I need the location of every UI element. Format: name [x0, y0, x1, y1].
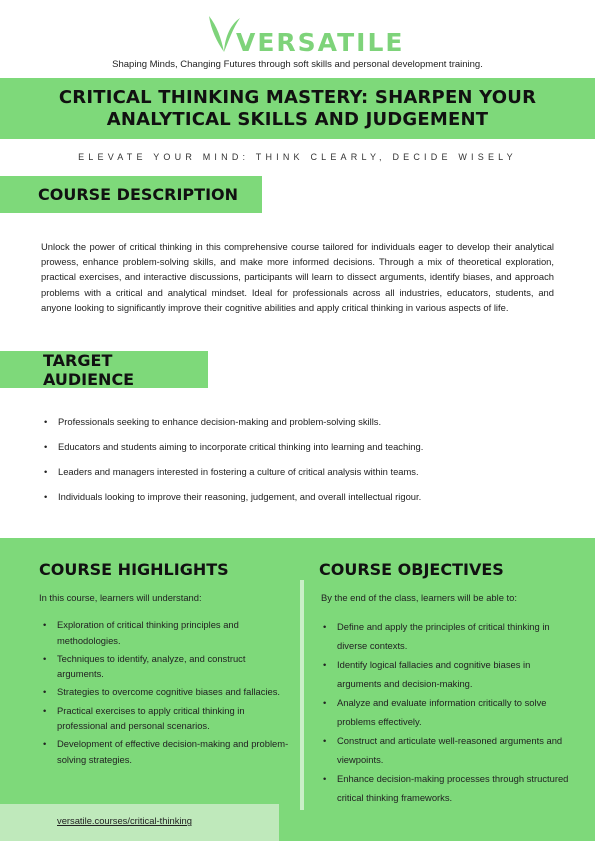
- target-audience-heading: TARGET AUDIENCE: [43, 350, 135, 389]
- page-title: [59, 87, 536, 131]
- list-item: • Strategies to overcome cognitive biases and fallacies.: [39, 684, 289, 700]
- list-item: • Individuals looking to improve their reasoning, judgement, and overall intellectual rigour.: [43, 491, 563, 503]
- brand-logo: [0, 14, 595, 56]
- list-item: • Identify logical fallacies and cognitive biases in arguments and decision-making.: [319, 655, 569, 693]
- course-description-tab: [0, 176, 262, 213]
- course-highlights-list: [39, 617, 289, 770]
- course-objectives-list: [319, 617, 569, 807]
- list-item: • Construct and articulate well-reasoned arguments and viewpoints.: [319, 731, 569, 769]
- target-audience-list: [43, 416, 563, 516]
- list-item: • Techniques to identify, analyze, and construct arguments.: [39, 651, 289, 682]
- list-item: • Define and apply the principles of critical thinking in diverse contexts.: [319, 617, 569, 655]
- page-title-line-1: CRITICAL THINKING MASTERY: SHARPEN YOUR: [58, 86, 537, 108]
- list-item: • Exploration of critical thinking principles and methodologies.: [39, 617, 289, 648]
- list-item: • Practical exercises to apply critical thinking in professional and personal scenarios.: [39, 703, 289, 734]
- course-objectives-intro: By the end of the class, learners will be able to:: [321, 592, 517, 603]
- course-highlights-heading: COURSE HIGHLIGHTS: [39, 560, 229, 579]
- column-divider: [300, 580, 304, 810]
- course-url-link[interactable]: versatile.courses/critical-thinking: [57, 815, 192, 826]
- page-title-line-2: ANALYTICAL SKILLS AND JUDGEMENT: [106, 108, 489, 130]
- brand-name: VERSATILE: [236, 28, 405, 57]
- title-band: [0, 78, 595, 139]
- course-highlights-intro: In this course, learners will understand:: [39, 592, 202, 603]
- course-description-text: Unlock the power of critical thinking in this comprehensive course tailored for individuals eager to develop their analytical prowess, enhance problem-solving skills, and make more informed decisions. Through a mix of theoretical exploration, practical exercises, and interactive discussions, participants will learn to dissect arguments, identify biases, and approach problems with a critical and analytical mindset. Ideal for professionals across all industries, educators, students, and anyone looking to significantly improve their cognitive abilities and apply critical thinking in various aspects of life.: [41, 241, 554, 313]
- course-description-heading: COURSE DESCRIPTION: [38, 185, 239, 204]
- list-item: • Development of effective decision-making and problem-solving strategies.: [39, 736, 289, 767]
- list-item: • Leaders and managers interested in fostering a culture of critical analysis within teams.: [43, 466, 563, 478]
- list-item: • Professionals seeking to enhance decision-making and problem-solving skills.: [43, 416, 563, 428]
- target-audience-tab: [0, 351, 208, 388]
- list-item: • Analyze and evaluate information critically to solve problems effectively.: [319, 693, 569, 731]
- page-subtitle: ELEVATE YOUR MIND: THINK CLEARLY, DECIDE WISELY: [78, 152, 517, 162]
- list-item: • Educators and students aiming to incorporate critical thinking into learning and teaching.: [43, 441, 563, 453]
- brand-tagline: Shaping Minds, Changing Futures through soft skills and personal development training.: [112, 59, 483, 70]
- course-objectives-heading: COURSE OBJECTIVES: [319, 560, 504, 579]
- list-item: • Enhance decision-making processes through structured critical thinking frameworks.: [319, 769, 569, 807]
